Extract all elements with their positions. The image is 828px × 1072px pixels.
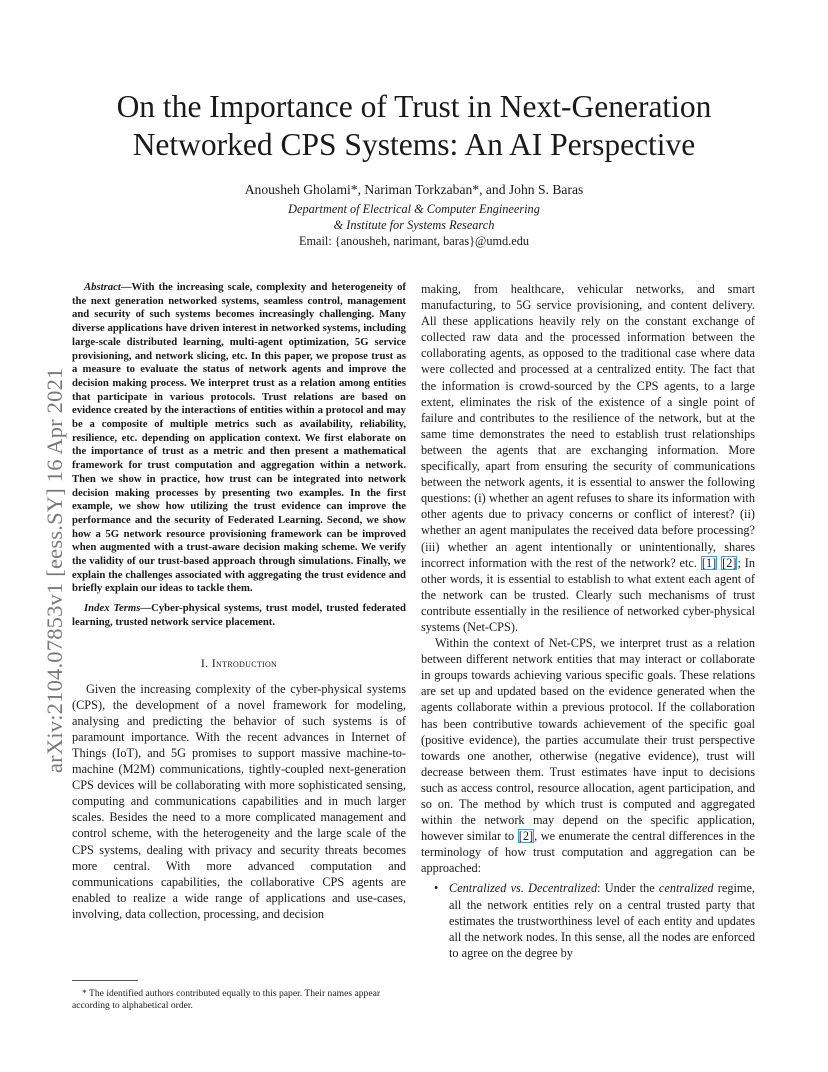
list-item-emphasis: centralized [658,881,714,896]
list-item-heading: Centralized vs. Decentralized [449,881,598,896]
affiliation-department: Department of Electrical & Computer Engineering [288,202,540,216]
paragraph-text: making, from healthcare, vehicular networks, and smart manufacturing, to 5G service provisioning, and content delivery. All these applications heavily rely on the constant exchange of collected raw data and the processed information between the collaborating agents, as opposed to the traditional case where data were collected and processed at a centralized entity. The fact that the information is crowd-sourced by the CPS agents, to a large extent, eliminates the risk of the existence of a single point of failure and contributes to the resilience of the network, but at the same time demonstrates the need to establish trust relationships between the agents that are exchanging information. More specifically, apart from ensuring the security of communications between the network agents, it is essential to answer the following questions: (i) whether an agent refuses to share its information with other agents due to privacy concerns or conflict of interest? (ii) whether an agent manipulates the received data before processing? (iii) whether an agent intentionally or unintentionally, shares incorrect information with the rest of the network? etc. [421,282,755,570]
paper-title [60,88,768,164]
affiliation-institute: & Institute for Systems Research [333,218,495,232]
paragraph-text: , we enumerate the central differences in the terminology of how trust computation and aggregation can be approached: [421,829,756,876]
citation-link[interactable]: [2] [722,555,737,570]
section-heading-introduction [72,656,406,671]
citation-link[interactable]: [2] [518,829,534,844]
index-terms-label: Index Terms [84,602,141,615]
list-item-text: regime, all the network entities rely on a central trusted party that estimates the trustworthiness level of each entity and updates all the network nodes. In this sense, all the nodes are enforced to agree on the degree by [449,881,755,960]
paragraph-text: Within the context of Net-CPS, we interpret trust as a relation between different network entities that may interact or collaborate in groups towards achieving various specific goals. These relations are set up and updated based on the evidence generated when the agents collaborate within a previous protocol. If the collaboration has been contributive towards achievement of the specific goal (positive evidence), the parties accumulate their trust perspective towards one another, otherwise (negative evidence), trust will decrease between them. Trust estimates have input to decisions such as access control, resource allocation, agent participation, and so on. The method by which trust is computed and aggregated within the network may depend on the specific application, however similar to [421,636,755,844]
body-paragraph [421,635,755,876]
title-line: On the Importance of Trust in Next-Generation [116,89,712,124]
index-terms [72,602,406,629]
section-numeral: I. [200,655,212,670]
list-item-text: : Under the [597,881,659,896]
paragraph-text: ; In other words, it is essential to establish to what extent each agent of the network can be trusted. Clearly such mechanisms of trust contribute essentially in the resilience of networked cyber-physical systems (Net-CPS). [421,555,756,634]
bullet-marker: • [434,881,439,896]
citation-link[interactable]: [1] [701,555,717,570]
abstract [72,281,406,596]
arxiv-identifier-stamp[interactable]: arXiv:2104.07853v1 [eess.SY] 16 Apr 2021 [42,367,67,773]
list-item [421,880,755,960]
abstract-label: Abstract [84,281,121,293]
right-column [421,281,755,961]
abstract-text: —With the increasing scale, complexity and heterogeneity of the next generation networked systems, seamless control, management and security of such systems becomes increasingly challenging. Many diverse applications have driven interest in networked systems, including large-scale distributed learning, multi-agent optimization, 5G service provisioning, and network slicing, etc. In this paper, we propose trust as a measure to evaluate the status of network agents and improve the decision making process. We interpret trust as a relation among entities that participate in various protocols. Trust relations are based on evidence created by the interactions of entities within a protocol and may be a composite of multiple metrics such as availability, reliability, resilience, etc. depending on application context. We first elaborate on the importance of trust as a metric and then present a mathematical framework for trust computation and aggregation within a network. Then we show in practice, how trust can be integrated into network decision making processes by presenting two examples. In the first example, we show how utilizing the trust evidence can improve the performance and the security of Federated Learning. Second, we show how a 5G network resource provisioning framework can be improved when augmented with a trust-aware decision making scheme. We verify the validity of our trust-based approach through simulations. Finally, we explain the challenges associated with aggregating the trust evidence and briefly explain our ideas to tackle them. [72,281,406,595]
left-column [72,281,406,922]
footnote: * The identified authors contributed equally to this paper. Their names appear according to alphabetical order. [72,988,381,1011]
author-email[interactable]: Email: {anousheh, narimant, baras}@umd.edu [298,234,530,248]
author-list: Anousheh Gholami*, Nariman Torkzaban*, and John S. Baras [244,182,584,197]
section-name: Introduction [211,655,278,670]
index-terms-text: —Cyber-physical systems, trust model, trusted federated learning, trusted network service placement. [72,602,406,628]
footnote-divider [72,980,138,981]
body-paragraph [421,281,755,635]
intro-paragraph: Given the increasing complexity of the cyber-physical systems (CPS), the development of a novel framework for modeling, analysing and predicting the behavior of such systems is of paramount importance. With the recent advances in Internet of Things (IoT), and 5G promises to support massive machine-to-machine (M2M) communications, tightly-coupled next-generation CPS devices will be collaborating with more sophisticated sensing, computing and communications capabilities and in much larger scales. Besides the need to a more complicated management and control scheme, with the heterogeneity and the large scale of the CPS systems, dealing with privacy and security threats becomes more central. With more advanced computation and communications capabilities, the collaborative CPS agents are enabled to realize a wide range of applications and use-cases, involving, data collection, processing, and decision [72,681,406,921]
title-line: Networked CPS Systems: An AI Perspective [132,127,696,162]
